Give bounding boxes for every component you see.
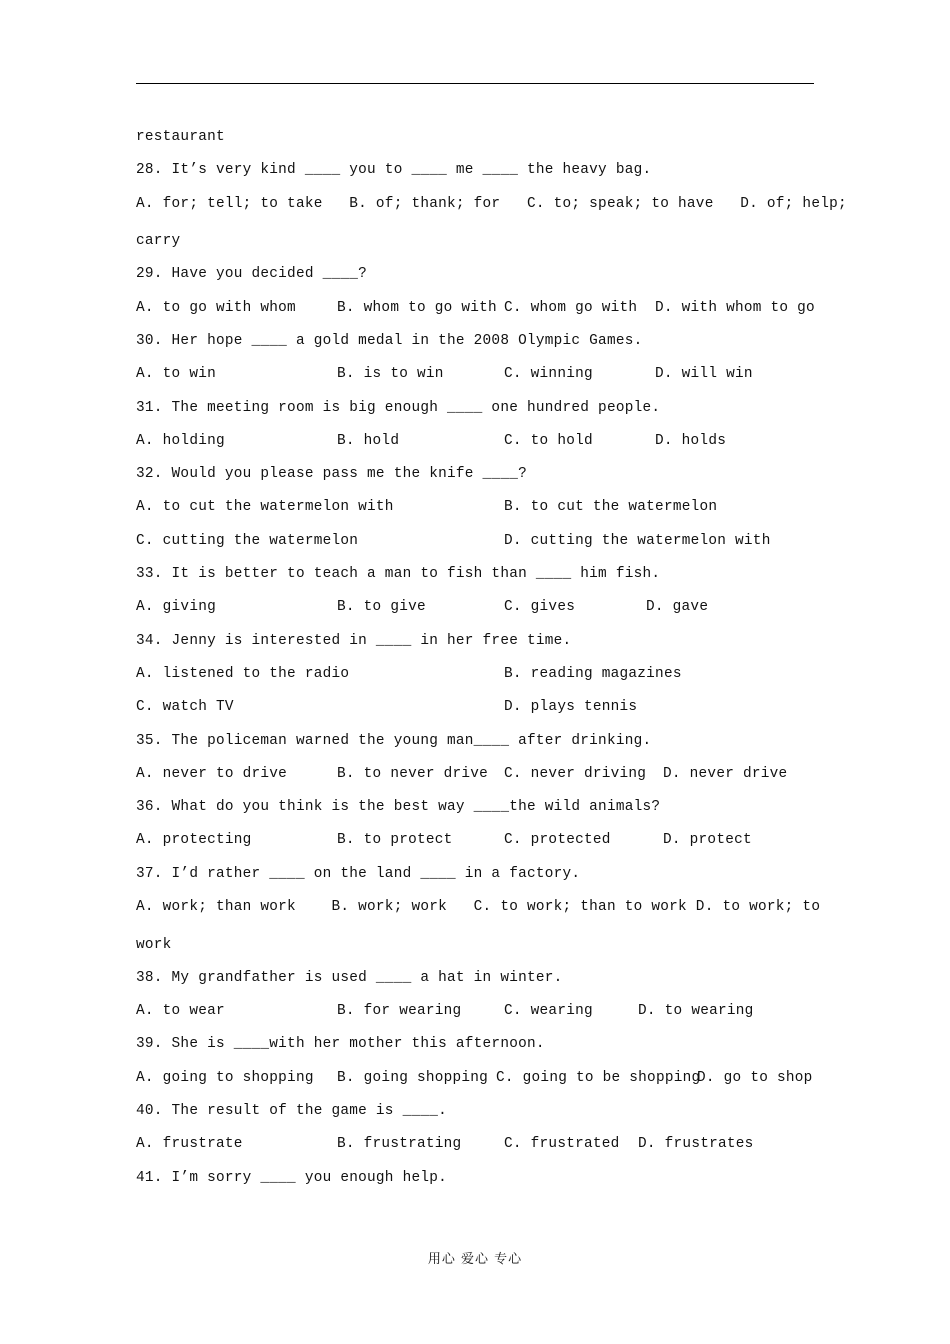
question-30-stem: 30. Her hope ____ a gold medal in the 2008 Olympic Games. <box>136 332 643 349</box>
question-34-stem: 34. Jenny is interested in ____ in her free time. <box>136 632 572 649</box>
question-41-stem: 41. I’m sorry ____ you enough help. <box>136 1169 448 1186</box>
option-c: C. never driving <box>504 765 647 782</box>
page-footer: 用心 爱心 专心 <box>427 1252 523 1267</box>
option-c: C. watch TV <box>136 699 234 716</box>
question-40-options <box>136 1133 816 1166</box>
option-b: B. to give <box>337 599 426 616</box>
option-d: D. with whom to go <box>655 299 815 316</box>
question-28-options: A. for; tell; to take B. of; thank; for C. to; speak; to have D. of; help; <box>136 195 847 212</box>
question-37-options: A. work; than work B. work; work C. to work; than to work D. to work; to <box>136 899 821 916</box>
option-a: A. giving <box>136 599 216 616</box>
question-40-stem: 40. The result of the game is ____. <box>136 1103 448 1120</box>
exercise-content <box>136 126 847 1200</box>
question-33-stem: 33. It is better to teach a man to fish than ____ him fish. <box>136 566 661 583</box>
question-32-options-ab <box>136 496 816 529</box>
option-b: B. going shopping <box>337 1069 489 1086</box>
option-c: C. to hold <box>504 432 593 449</box>
option-a: A. to win <box>136 366 216 383</box>
option-a: A. protecting <box>136 832 252 849</box>
question-29-stem: 29. Have you decided ____? <box>136 266 368 283</box>
question-34-options-ab <box>136 663 816 696</box>
option-c: C. wearing <box>504 1003 593 1020</box>
question-35-options <box>136 763 816 796</box>
option-a: A. to go with whom <box>136 299 296 316</box>
option-c: C. going to be shopping <box>496 1069 701 1086</box>
continued-text: restaurant <box>136 129 225 145</box>
question-31-stem: 31. The meeting room is big enough ____ one hundred people. <box>136 399 661 416</box>
option-d: D. holds <box>655 432 727 449</box>
option-c: C. protected <box>504 832 611 849</box>
question-36-stem: 36. What do you think is the best way ____the wild animals? <box>136 799 661 816</box>
option-d: D. will win <box>655 366 753 383</box>
question-34-options-cd <box>136 696 816 729</box>
option-b: B. frustrating <box>337 1136 462 1153</box>
question-29-options <box>136 297 816 330</box>
question-30-options <box>136 363 816 396</box>
question-37-stem: 37. I’d rather ____ on the land ____ in a factory. <box>136 865 581 882</box>
option-c: C. winning <box>504 366 593 383</box>
question-37-options-wrap: work <box>136 936 172 953</box>
question-36-options <box>136 829 816 862</box>
option-a: A. to wear <box>136 1003 225 1020</box>
option-d: D. frustrates <box>638 1136 754 1153</box>
question-38-options <box>136 1000 816 1033</box>
option-d: D. cutting the watermelon with <box>504 532 771 549</box>
option-a: A. never to drive <box>136 765 288 782</box>
question-39-options <box>136 1067 816 1100</box>
question-39-stem: 39. She is ____with her mother this afternoon. <box>136 1036 545 1053</box>
option-b: B. reading magazines <box>504 665 682 682</box>
question-31-options <box>136 430 816 463</box>
option-a: A. listened to the radio <box>136 665 350 682</box>
option-b: B. to never drive <box>337 765 489 782</box>
option-b: B. to protect <box>337 832 453 849</box>
header-rule <box>136 83 814 84</box>
option-a: A. to cut the watermelon with <box>136 499 394 516</box>
option-d: D. gave <box>646 599 709 616</box>
question-32-options-cd <box>136 530 816 563</box>
option-c: C. gives <box>504 599 576 616</box>
option-a: A. holding <box>136 432 225 449</box>
option-b: B. is to win <box>337 366 444 383</box>
question-28-stem: 28. It’s very kind ____ you to ____ me ____ the heavy bag. <box>136 162 652 179</box>
option-d: D. never drive <box>663 765 788 782</box>
continued-line <box>136 126 816 159</box>
question-32-stem: 32. Would you please pass me the knife ____? <box>136 466 527 483</box>
option-c: C. frustrated <box>504 1136 620 1153</box>
option-d: D. plays tennis <box>504 699 638 716</box>
option-a: A. going to shopping <box>136 1069 314 1086</box>
option-b: B. whom to go with <box>337 299 497 316</box>
option-d: D. protect <box>663 832 752 849</box>
option-c: C. cutting the watermelon <box>136 532 359 549</box>
option-d: D. go to shop <box>697 1069 813 1086</box>
option-c: C. whom go with <box>504 299 638 316</box>
question-28-options-wrap: carry <box>136 233 181 250</box>
option-a: A. frustrate <box>136 1136 243 1153</box>
question-33-options <box>136 596 816 629</box>
question-35-stem: 35. The policeman warned the young man____ after drinking. <box>136 732 652 749</box>
option-b: B. to cut the watermelon <box>504 499 718 516</box>
option-b: B. hold <box>337 432 400 449</box>
option-d: D. to wearing <box>638 1003 754 1020</box>
question-38-stem: 38. My grandfather is used ____ a hat in winter. <box>136 969 563 986</box>
option-b: B. for wearing <box>337 1003 462 1020</box>
